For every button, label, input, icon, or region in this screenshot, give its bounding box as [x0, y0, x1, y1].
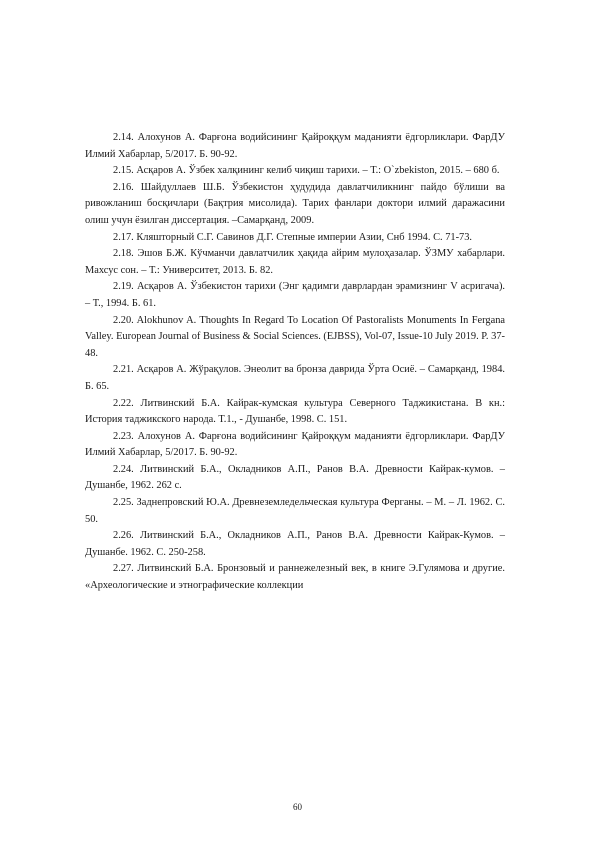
- reference-item: 2.22. Литвинский Б.А. Кайрак-кумская культура Северного Таджикистана. В кн.: История таджикского народа. Т.1., - Душанбе, 1998. С. 151.: [85, 397, 505, 426]
- reference-item: 2.18. Эшов Б.Ж. Кўчманчи давлатчилик ҳақида айрим мулоҳазалар. ЎЗМУ хабарлари. Махсус сон. – Т.: Университет, 2013. Б. 82.: [85, 248, 505, 276]
- page-number: 60: [293, 802, 302, 812]
- reference-item: 2.16. Шайдуллаев Ш.Б. Ўзбекистон ҳудудида давлатчиликнинг пайдо бўлиши ва ривожланиш босқичлари (Бақтрия мисолида). Тарих фанлари доктори илмий даражасини олиш учун ёзилган диссертация. –Самарқанд, 2009.: [85, 181, 505, 226]
- reference-list: [85, 130, 505, 595]
- reference-item: 2.14. Алохунов А. Фарғона водийсининг Қайроққум маданияти ёдгорликлари. ФарДУ Илмий Хабарлар, 5/2017. Б. 90-92.: [85, 132, 505, 160]
- reference-item: 2.20. Alokhunov A. Thoughts In Regard To Location Of Pastoralists Monuments In Fergana Valley. European Journal of Business & Social Sciences. (EJBSS), Vol-07, Issue-10 July 2019. P. 37-48.: [85, 314, 505, 359]
- reference-item: 2.19. Асқаров А. Ўзбекистон тарихи (Энг қадимги даврлардан эрамизнинг V асригача). – Т., 1994. Б. 61.: [85, 281, 505, 309]
- reference-item: 2.26. Литвинский Б.А., Окладников А.П., Ранов В.А. Древности Кайрак-Кумов. – Душанбе. 1962. С. 250-258.: [85, 530, 505, 558]
- reference-item: 2.17. Кляшторный С.Г. Савинов Д.Г. Степные империи Азии, Снб 1994. С. 71-73.: [113, 231, 473, 243]
- reference-item: 2.15. Асқаров А. Ўзбек халқининг келиб чиқиш тарихи. – Т.: O`zbekiston, 2015. – 680 б.: [113, 165, 500, 177]
- reference-item: 2.25. Заднепровский Ю.А. Древнеземледельческая культура Ферганы. – М. – Л. 1962. С. 50.: [85, 497, 505, 525]
- reference-item: 2.23. Алохунов А. Фарғона водийсининг Қайроққум маданияти ёдгорликлари. ФарДУ Илмий Хабарлар, 5/2017. Б. 90-92.: [85, 430, 505, 459]
- reference-item: 2.27. Литвинский Б.А. Бронзовый и раннежелезный век, в книге Э.Гулямова и другие. «Археологические и этнографические коллекции: [85, 563, 505, 592]
- reference-item: 2.24. Литвинский Б.А., Окладников А.П., Ранов В.А. Древности Кайрак-кумов. – Душанбе, 1962. 262 с.: [85, 463, 505, 492]
- reference-item: 2.21. Асқаров А. Жўрақулов. Энеолит ва бронза даврида Ўрта Осиё. – Самарқанд, 1984. Б. 65.: [85, 364, 505, 392]
